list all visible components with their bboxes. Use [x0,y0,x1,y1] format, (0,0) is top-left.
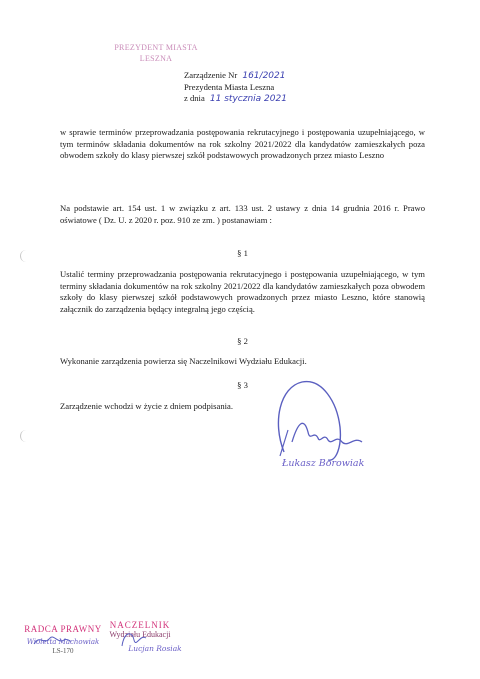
signature-scribble [262,372,372,472]
stamp-radca-code: LS-170 [52,647,74,655]
naczelnik-signature-scribble [118,628,148,650]
stamp-naczelnik-subtitle: Wydziału Edukacji [109,630,171,639]
stamp-prezydent-line2: LESZNA [139,54,173,63]
handwritten-date: 11 stycznia 2021 [209,94,287,104]
margin-mark-bottom [20,430,27,442]
section-2-heading: § 2 [237,336,248,346]
stamp-radca-name: Wioletta Machowiak [26,638,100,646]
section-1-text: Ustalić terminy przeprowadzania postępowania rekrutacyjnego i postępowania uzupełniającego, w tym terminy składania dokumentów na rok szkolny 2021/2022 dla kandydatów zamieszkałych poza obwodem szkoły do klasy pierwszej szkół podstawowych prowadzonych przez miasto Leszno, które stanowią załącznik do zarządzenia będący integralną jego częścią. [60,269,425,314]
radca-signature-scribble [32,632,72,648]
section-1-heading: § 1 [237,248,248,258]
header-line-date [184,93,344,105]
header-line-number [184,70,344,82]
document-header [184,70,344,105]
stamp-prezydent-line1: PREZYDENT MIASTA [114,43,198,52]
stamp-naczelnik-title: NACZELNIK [109,620,171,630]
signature-main-name: Łukasz Borowiak [282,458,365,469]
header-prezydenta: Prezydenta Miasta Leszna [184,82,275,92]
stamp-naczelnik-name: Lucjan Rosiak [128,644,182,653]
legal-basis: Na podstawie art. 154 ust. 1 w związku z art. 133 ust. 2 ustawy z dnia 14 grudnia 2016 r. Prawo oświatowe ( Dz. U. z 2020 r. poz. 910 ze zm. ) postanawiam : [60,203,425,225]
stamp-radca-title: RADCA PRAWNY [24,624,102,634]
section-3-text: Zarządzenie wchodzi w życie z dniem podpisania. [60,401,233,411]
section-2-text: Wykonanie zarządzenia powierza się Naczelnikowi Wydziału Edukacji. [60,356,307,366]
stamp-prezydent [108,42,204,64]
zarzadzenie-label: Zarządzenie Nr [184,70,238,80]
z-dnia-label: z dnia [184,93,205,103]
document-subject: w sprawie terminów przeprowadzania postępowania rekrutacyjnego i postępowania uzupełniającego, w tym terminów składania dokumentów na rok szkolny 2021/2022 dla kandydatów zamieszkałych poza obwodem szkoły do klasy pierwszej szkół podstawowych prowadzonych przez miasto Leszno [60,127,425,161]
margin-mark-top [20,250,27,262]
handwritten-number: 161/2021 [242,71,286,81]
section-3-heading: § 3 [237,380,248,390]
